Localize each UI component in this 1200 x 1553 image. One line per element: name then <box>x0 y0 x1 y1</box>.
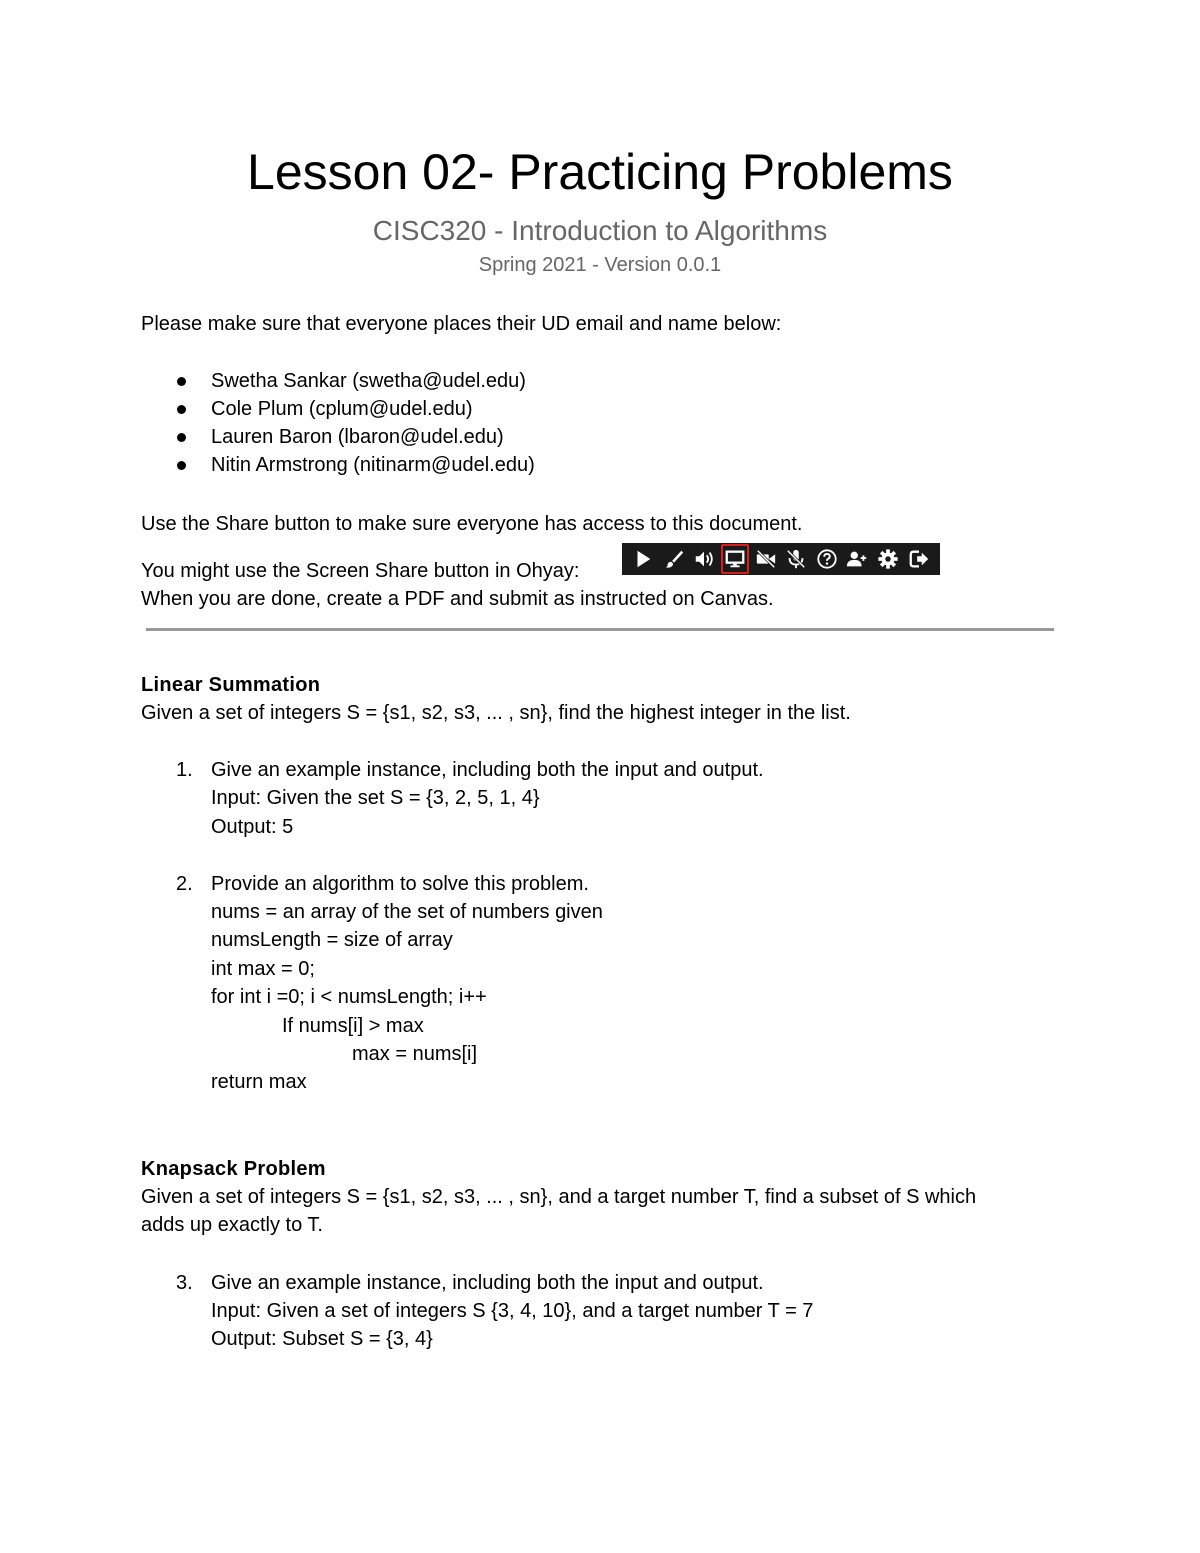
question-prompt: Give an example instance, including both the input and output. <box>211 1272 764 1294</box>
submit-instruction: When you are done, create a PDF and submit as instructed on Canvas. <box>141 588 774 610</box>
list-item: Cole Plum (cplum@udel.edu) <box>211 398 473 420</box>
algorithm-line: for int i =0; i < numsLength; i++ <box>211 986 487 1008</box>
bullet-dot <box>177 405 186 414</box>
brush-icon <box>659 543 690 575</box>
bullet-dot <box>177 377 186 386</box>
exit-icon <box>903 543 934 575</box>
algorithm-line: return max <box>211 1071 307 1093</box>
problem-statement: adds up exactly to T. <box>141 1214 323 1236</box>
play-icon <box>628 543 659 575</box>
section-divider <box>146 628 1054 631</box>
list-item: Nitin Armstrong (nitinarm@udel.edu) <box>211 454 535 476</box>
video-off-icon <box>750 543 781 575</box>
section-heading-linear-summation: Linear Summation <box>141 674 321 696</box>
add-user-icon <box>842 543 873 575</box>
screen-share-instruction: You might use the Screen Share button in Ohyay: <box>141 560 580 582</box>
volume-icon <box>689 543 720 575</box>
problem-statement: Given a set of integers S = {s1, s2, s3, ... , sn}, and a target number T, find a subset of S which <box>141 1186 977 1208</box>
section-heading-knapsack: Knapsack Problem <box>141 1158 326 1180</box>
course-subtitle: CISC320 - Introduction to Algorithms <box>372 215 828 246</box>
mic-off-icon <box>781 543 812 575</box>
question-prompt: Give an example instance, including both the input and output. <box>211 759 764 781</box>
question-number: 3. <box>176 1272 193 1294</box>
gear-icon <box>873 543 904 575</box>
list-item: Lauren Baron (lbaron@udel.edu) <box>211 426 504 448</box>
version-line: Spring 2021 - Version 0.0.1 <box>478 254 722 276</box>
share-instruction: Use the Share button to make sure everyone has access to this document. <box>141 513 803 535</box>
example-input: Input: Given a set of integers S {3, 4, 10}, and a target number T = 7 <box>211 1300 814 1322</box>
bullet-dot <box>177 461 186 470</box>
algorithm-line: numsLength = size of array <box>211 929 453 951</box>
algorithm-line: max = nums[i] <box>352 1043 478 1065</box>
example-input: Input: Given the set S = {3, 2, 5, 1, 4} <box>211 787 540 809</box>
question-prompt: Provide an algorithm to solve this problem. <box>211 873 589 895</box>
example-output: Output: Subset S = {3, 4} <box>211 1328 433 1350</box>
page-title: Lesson 02- Practicing Problems <box>247 144 953 200</box>
algorithm-line: nums = an array of the set of numbers given <box>211 901 603 923</box>
screen-share-icon <box>720 543 751 575</box>
instruction-text: Please make sure that everyone places their UD email and name below: <box>141 313 782 335</box>
ohyay-toolbar <box>622 543 940 575</box>
help-icon <box>812 543 843 575</box>
algorithm-line: If nums[i] > max <box>282 1015 424 1037</box>
algorithm-line: int max = 0; <box>211 958 315 980</box>
example-output: Output: 5 <box>211 816 294 838</box>
question-number: 2. <box>176 873 193 895</box>
question-number: 1. <box>176 759 193 781</box>
problem-statement: Given a set of integers S = {s1, s2, s3, ... , sn}, find the highest integer in the list. <box>141 702 851 724</box>
bullet-dot <box>177 433 186 442</box>
list-item: Swetha Sankar (swetha@udel.edu) <box>211 370 526 392</box>
